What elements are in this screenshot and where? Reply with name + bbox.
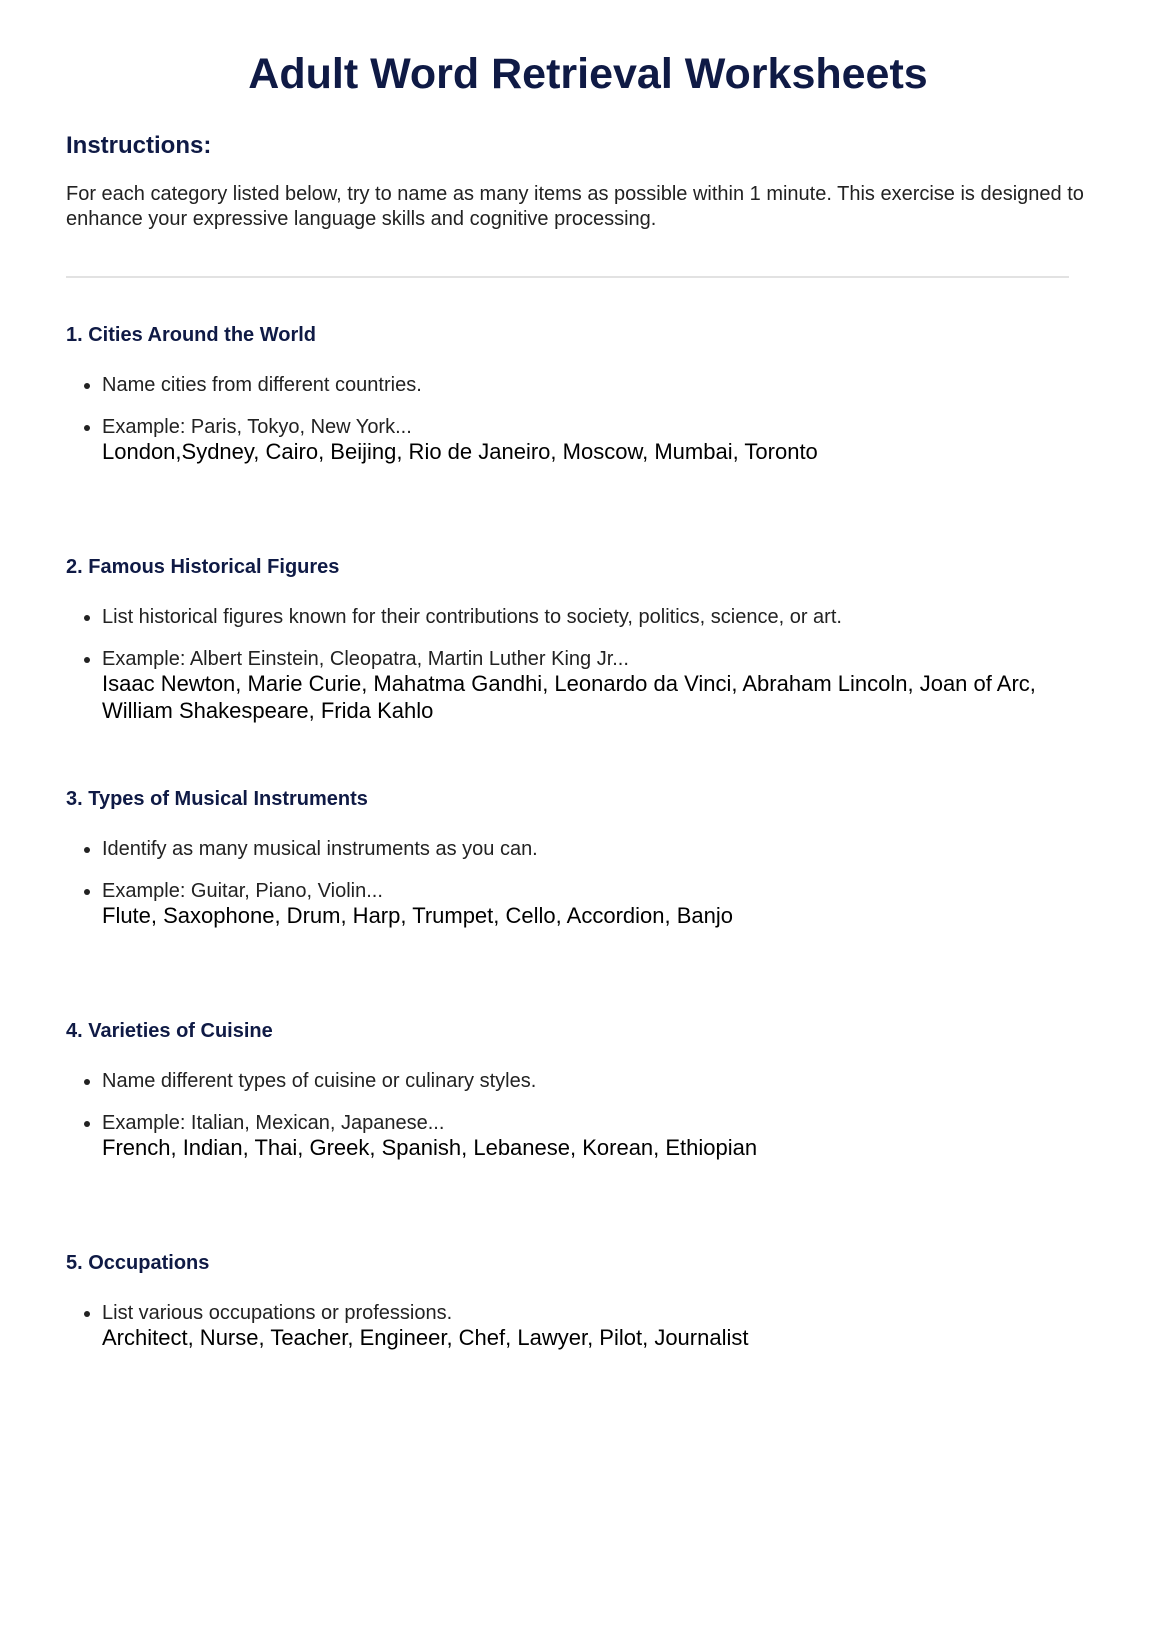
page-title: Adult Word Retrieval Worksheets: [248, 50, 928, 98]
answer-text: Architect, Nurse, Teacher, Engineer, Chef, Lawyer, Pilot, Journalist: [102, 1325, 749, 1350]
example-item: [102, 416, 1076, 465]
answer-text: French, Indian, Thai, Greek, Spanish, Lebanese, Korean, Ethiopian: [102, 1135, 758, 1160]
example-item: [102, 880, 1076, 929]
section-heading: 5. Occupations: [66, 1252, 210, 1274]
section-heading: 1. Cities Around the World: [66, 324, 317, 346]
section-instruments: [66, 787, 1076, 949]
example-text: Example: Paris, Tokyo, New York...: [102, 416, 412, 438]
prompt-item: • Identify as many musical instruments as you can.: [102, 838, 1076, 860]
instructions-text: For each category listed below, try to name as many items as possible within 1 minute. This exercise is designed to enhance your expressive language skills and cognitive processing.: [66, 183, 1084, 230]
section-historical-figures: [66, 555, 1076, 744]
answer-text: London,Sydney, Cairo, Beijing, Rio de Janeiro, Moscow, Mumbai, Toronto: [102, 439, 818, 464]
prompt-item: • Name cities from different countries.: [102, 374, 1076, 396]
answer-text: Flute, Saxophone, Drum, Harp, Trumpet, Cello, Accordion, Banjo: [102, 903, 733, 928]
divider: [66, 276, 1069, 278]
example-text: Example: Guitar, Piano, Violin...: [102, 880, 383, 902]
prompt-text: List various occupations or professions.: [102, 1302, 453, 1324]
answer-text: Isaac Newton, Marie Curie, Mahatma Gandhi, Leonardo da Vinci, Abraham Lincoln, Joan of Arc, William Shakespeare, Frida Kahlo: [102, 671, 1036, 723]
prompt-item: • List historical figures known for their contributions to society, politics, science, or art.: [102, 606, 1076, 628]
section-heading: 3. Types of Musical Instruments: [66, 788, 368, 810]
section-occupations: [66, 1251, 1076, 1371]
example-item: [102, 648, 1076, 724]
section-cities: [66, 323, 1076, 485]
prompt-item: [102, 1302, 1076, 1351]
instructions-heading: Instructions:: [66, 132, 212, 159]
example-item: [102, 1112, 1076, 1161]
example-text: Example: Italian, Mexican, Japanese...: [102, 1112, 445, 1134]
example-text: Example: Albert Einstein, Cleopatra, Martin Luther King Jr...: [102, 648, 629, 670]
section-heading: 4. Varieties of Cuisine: [66, 1020, 273, 1042]
section-cuisine: [66, 1019, 1076, 1181]
prompt-item: • Name different types of cuisine or culinary styles.: [102, 1070, 1076, 1092]
section-heading: 2. Famous Historical Figures: [66, 556, 340, 578]
